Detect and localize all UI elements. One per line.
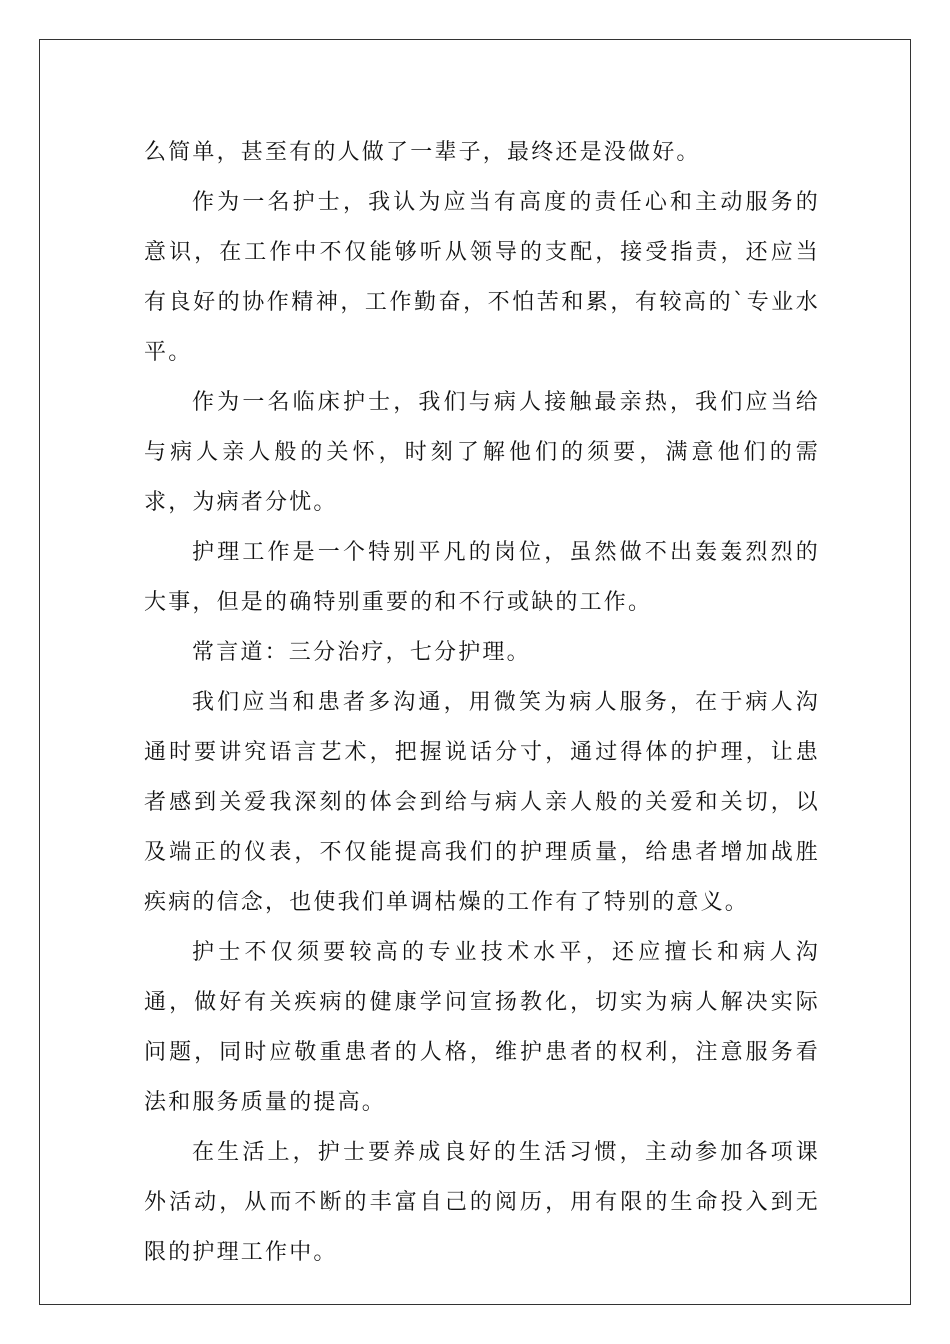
- paragraph-nursing-work: 护理工作是一个特别平凡的岗位，虽然做不出轰轰烈烈的大事，但是的确特别重要的和不行或缺的工作。: [144, 540, 820, 615]
- paragraph-clinical-nurse: 作为一名临床护士，我们与病人接触最亲热，我们应当给与病人亲人般的关怀，时刻了解他们的须要，满意他们的需求，为病者分忧。: [144, 390, 820, 515]
- document-body: [144, 128, 820, 1278]
- paragraph-communication: 我们应当和患者多沟通，用微笑为病人服务，在于病人沟通时要讲究语言艺术，把握说话分寸，通过得体的护理，让患者感到关爱我深刻的体会到给与病人亲人般的关爱和关切，以及端正的仪表，不仅能提高我们的护理质量，给患者增加战胜疾病的信念，也使我们单调枯燥的工作有了特别的意义。: [144, 690, 820, 915]
- paragraph-saying: 常言道：三分治疗，七分护理。: [192, 640, 531, 665]
- paragraph-continuation: 么简单，甚至有的人做了一辈子，最终还是没做好。: [144, 140, 701, 165]
- paragraph-life-habits: 在生活上，护士要养成良好的生活习惯，主动参加各项课外活动，从而不断的丰富自己的阅历，用有限的生命投入到无限的护理工作中。: [144, 1140, 820, 1265]
- paragraph-professional-skills: 护士不仅须要较高的专业技术水平，还应擅长和病人沟通，做好有关疾病的健康学问宣扬教化，切实为病人解决实际问题，同时应敬重患者的人格，维护患者的权利，注意服务看法和服务质量的提高。: [144, 940, 820, 1115]
- paragraph-nurse-responsibility: 作为一名护士，我认为应当有高度的责任心和主动服务的意识，在工作中不仅能够听从领导的支配，接受指责，还应当有良好的协作精神，工作勤奋，不怕苦和累，有较高的`专业水平。: [144, 190, 820, 365]
